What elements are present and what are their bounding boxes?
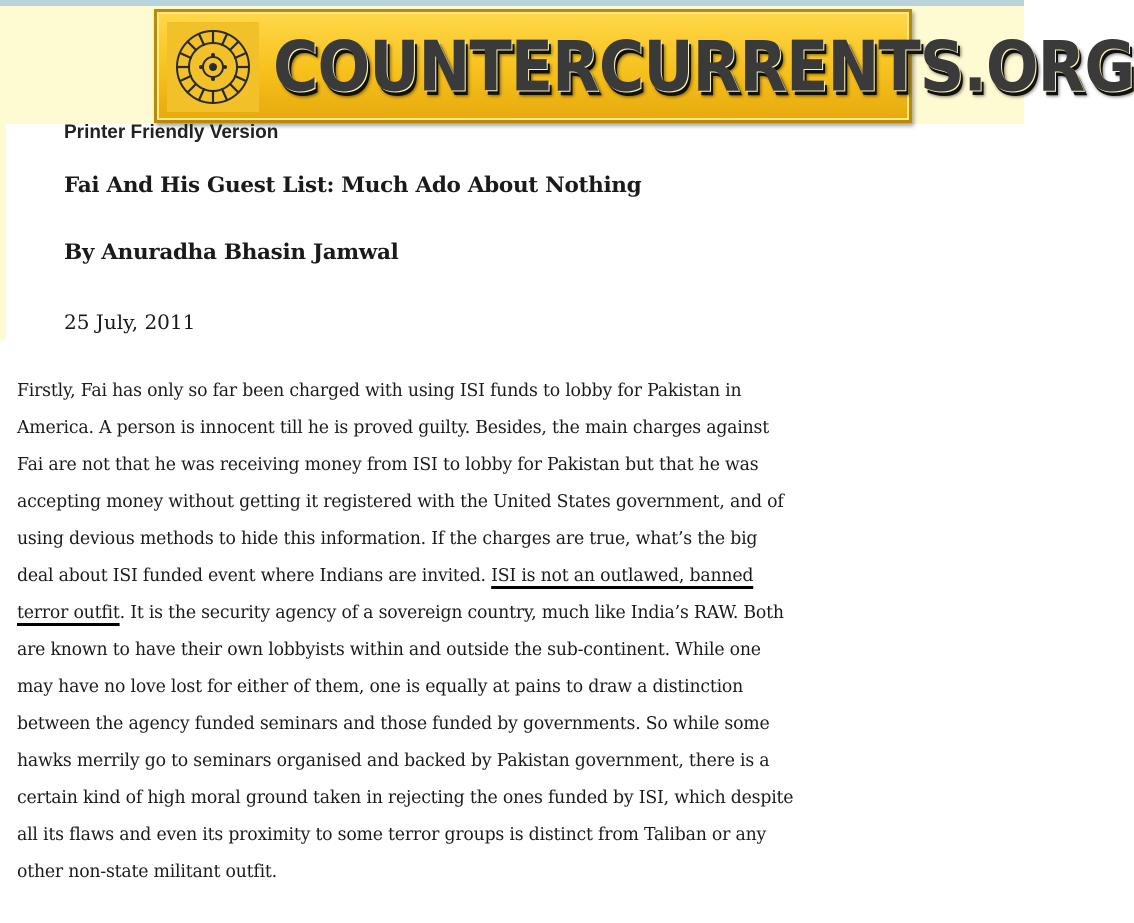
body-line [17,558,847,595]
body-line [17,595,847,632]
underlined-phrase: terror outfit [17,603,120,623]
site-logo[interactable] [154,9,1134,123]
body-line: all its flaws and even its proximity to some terror groups is distinct from Taliban or any [17,825,767,845]
body-line: accepting money without getting it registered with the United States government, and of [17,492,784,512]
body-text: . It is the security agency of a sovereign country, much like India’s RAW. Both [119,603,784,623]
body-line: America. A person is innocent till he is proved guilty. Besides, the main charges against [17,418,769,438]
article-body [17,373,847,891]
body-line: other non-state militant outfit. [17,862,277,882]
body-text: deal about ISI funded event where Indians are invited. [17,566,486,586]
article-byline: By Anuradha Bhasin Jamwal [64,240,399,265]
body-line: are known to have their own lobbyists within and outside the sub-continent. While one [17,640,761,660]
side-band [0,124,6,340]
body-line: certain kind of high moral ground taken in rejecting the ones funded by ISI, which despite [17,788,794,808]
body-line: may have no love lost for either of them, one is equally at pains to draw a distinction [17,677,744,697]
body-line: using devious methods to hide this information. If the charges are true, what’s the big [17,529,758,549]
body-line: Fai are not that he was receiving money from ISI to lobby for Pakistan but that he was [17,455,759,475]
logo-wordmark: COUNTERCURRENTS.ORG [273,25,1134,108]
sun-emblem-icon [167,22,259,112]
body-line: hawks merrily go to seminars organised and backed by Pakistan government, there is a [17,751,770,771]
body-line: between the agency funded seminars and those funded by governments. So while some [17,714,770,734]
printer-friendly-label: Printer Friendly Version [64,122,279,143]
article-date: 25 July, 2011 [64,310,196,334]
underlined-phrase: ISI is not an outlawed, banned [491,566,754,586]
article-title: Fai And His Guest List: Much Ado About Nothing [64,173,642,198]
body-line: Firstly, Fai has only so far been charged with using ISI funds to lobby for Pakistan in [17,381,742,401]
